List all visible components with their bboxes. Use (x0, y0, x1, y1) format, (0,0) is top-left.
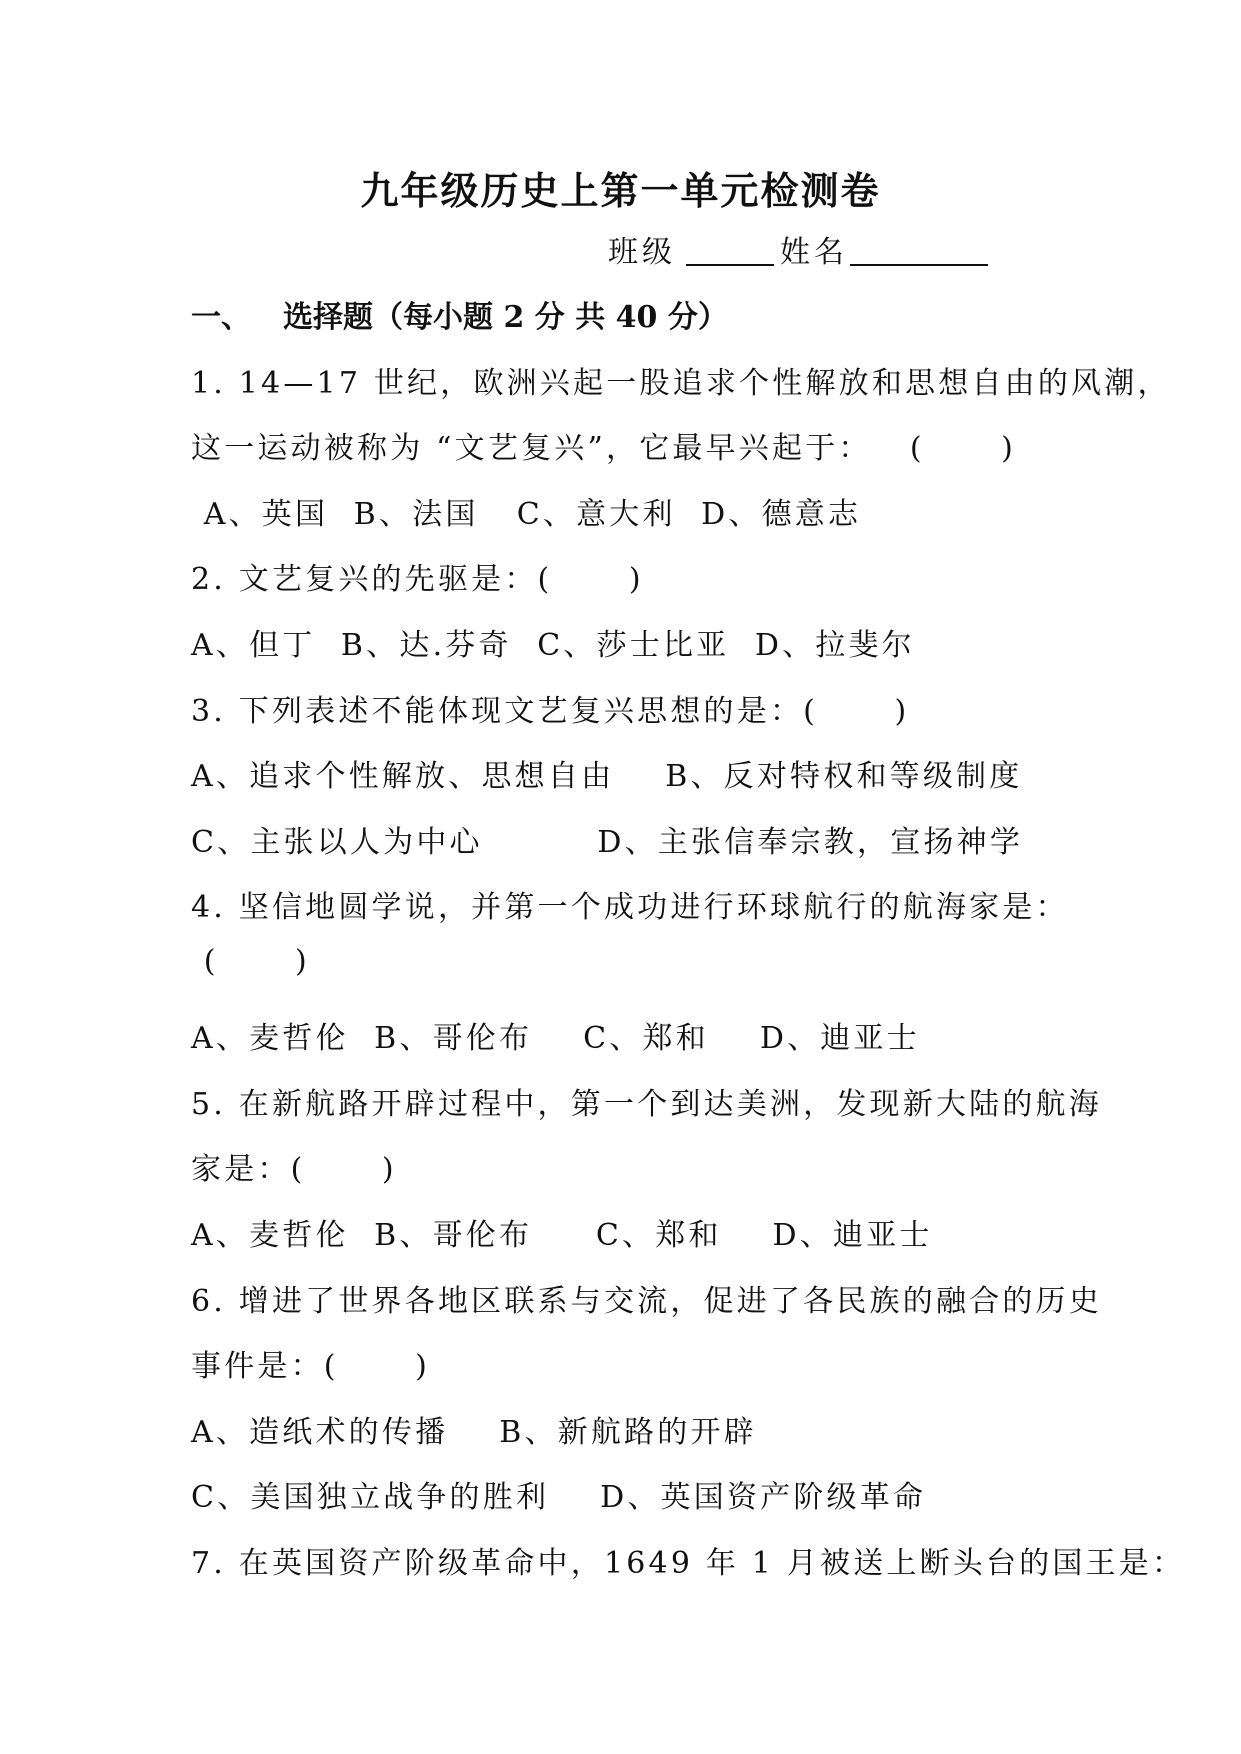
question-line: ( ) (191, 944, 310, 979)
question-line: 2. 文艺复兴的先驱是：( ) (191, 562, 644, 597)
option-line: A、麦哲伦 B、哥伦布 C、郑和 D、迪亚士 (191, 1021, 920, 1056)
name-blank[interactable] (850, 234, 988, 266)
question-line: 6. 增进了世界各地区联系与交流，促进了各民族的融合的历史 (191, 1284, 1102, 1319)
question-line: 事件是：( ) (191, 1349, 431, 1384)
class-blank[interactable] (686, 234, 774, 266)
option-line: A、英国 B、法国 C、意大利 D、德意志 (191, 497, 862, 532)
name-label: 姓名 (780, 235, 848, 270)
section-heading (191, 292, 728, 336)
question-line: 7. 在英国资产阶级革命中，1649 年 1 月被送上断头台的国王是： (191, 1546, 1186, 1581)
question-line: 5. 在新航路开辟过程中，第一个到达美洲，发现新大陆的航海 (191, 1087, 1102, 1122)
class-label: 班级 (608, 235, 676, 270)
question-line: 家是：( ) (191, 1152, 397, 1187)
option-line: A、追求个性解放、思想自由 B、反对特权和等级制度 (191, 759, 1023, 794)
page-title: 九年级历史上第一单元检测卷 (360, 168, 881, 213)
option-line: A、麦哲伦 B、哥伦布 C、郑和 D、迪亚士 (191, 1218, 933, 1253)
option-line: C、主张以人为中心 D、主张信奉宗教，宣扬神学 (191, 825, 1024, 860)
student-info-line (608, 227, 988, 271)
option-line: A、造纸术的传播 B、新航路的开辟 (191, 1415, 757, 1450)
question-line: 1. 14—17 世纪，欧洲兴起一股追求个性解放和思想自由的风潮， (191, 366, 1171, 401)
question-line: 3. 下列表述不能体现文艺复兴思想的是：( ) (191, 694, 910, 729)
option-line: A、但丁 B、达.芬奇 C、莎士比亚 D、拉斐尔 (191, 628, 915, 663)
question-line: 这一运动被称为 “文艺复兴”，它最早兴起于： ( ) (191, 431, 1017, 466)
question-line: 4. 坚信地圆学说，并第一个成功进行环球航行的航海家是： (191, 890, 1069, 925)
section-number: 一、 (191, 300, 251, 335)
option-line: C、美国独立战争的胜利 D、英国资产阶级革命 (191, 1480, 927, 1515)
section-title: 选择题（每小题 2 分 共 40 分） (283, 300, 728, 335)
